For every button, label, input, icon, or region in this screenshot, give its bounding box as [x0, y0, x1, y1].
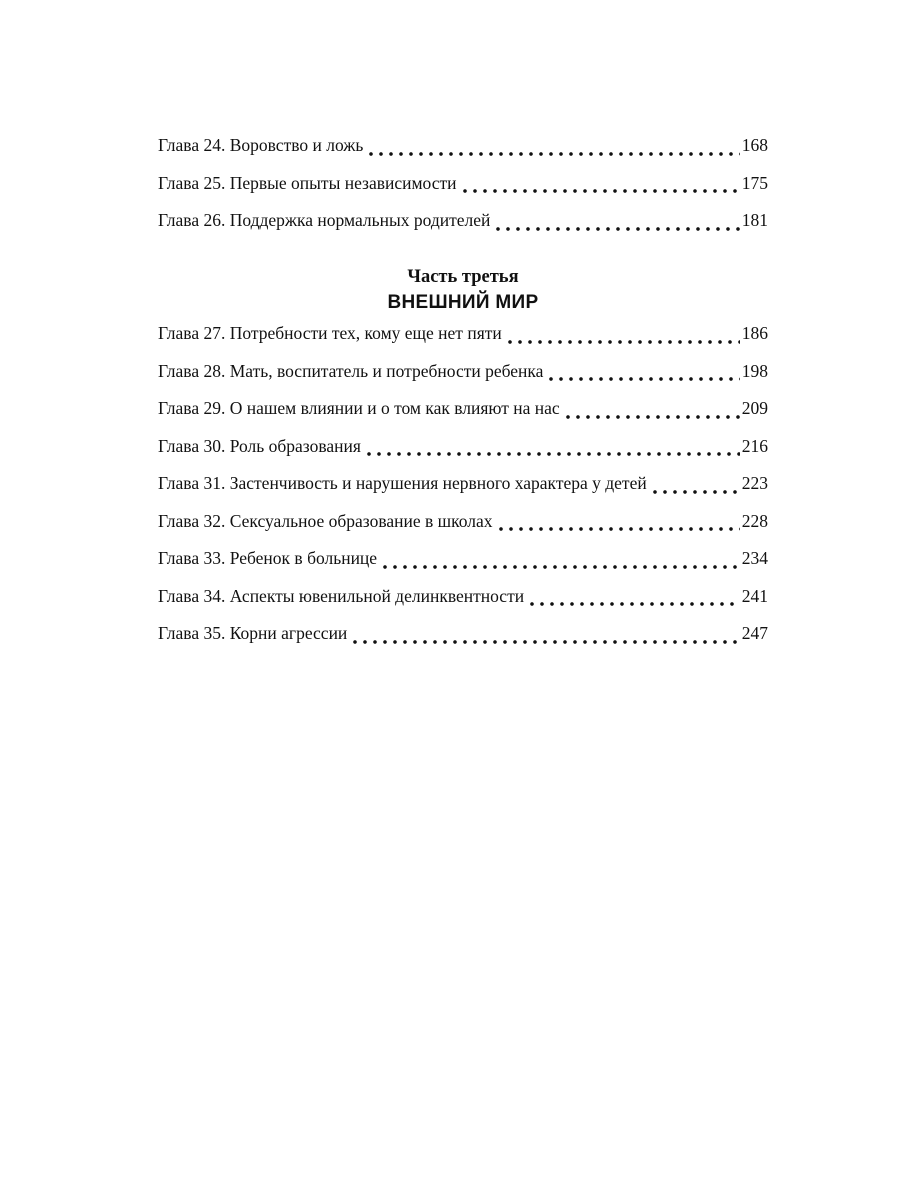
toc-entry: [158, 506, 768, 544]
chapter-title: Глава 28. Мать, воспитатель и потребности ребенка: [158, 360, 544, 381]
chapter-title: Глава 35. Корни агрессии: [158, 623, 348, 643]
toc-entry: [158, 130, 768, 168]
part-heading: [158, 264, 768, 316]
page-number: 198: [741, 360, 768, 381]
page-number: 186: [741, 323, 768, 343]
toc-entry: [158, 543, 768, 581]
dot-leader: [563, 415, 740, 419]
page-number: 181: [741, 210, 768, 230]
toc-entry: [158, 431, 768, 469]
dot-leader: [505, 340, 740, 344]
chapter-title: Глава 34. Аспекты ювенильной делинквентности: [158, 585, 525, 606]
page-number: 241: [741, 585, 768, 606]
toc-part2-continued: [158, 130, 768, 243]
chapter-title: Глава 33. Ребенок в больнице: [158, 548, 378, 568]
dot-leader: [496, 527, 740, 531]
toc-entry: [158, 318, 768, 356]
dot-leader: [380, 565, 740, 569]
toc-entry: [158, 356, 768, 394]
dot-leader: [350, 640, 739, 644]
page-number: 216: [741, 435, 768, 456]
chapter-title: Глава 29. О нашем влиянии и о том как влияют на нас: [158, 398, 560, 418]
toc-entry: [158, 393, 768, 431]
chapter-title: Глава 26. Поддержка нормальных родителей: [158, 210, 491, 230]
dot-leader: [493, 227, 739, 231]
chapter-title: Глава 30. Роль образования: [158, 435, 361, 456]
dot-leader: [546, 377, 739, 381]
dot-leader: [527, 602, 740, 606]
chapter-title: Глава 32. Сексуальное образование в школах: [158, 510, 493, 531]
toc-entry: [158, 168, 768, 206]
chapter-title: Глава 25. Первые опыты независимости: [158, 172, 457, 193]
toc-entry: [158, 581, 768, 619]
dot-leader: [364, 452, 740, 456]
dot-leader: [650, 490, 740, 494]
dot-leader: [460, 189, 740, 193]
page-number: 234: [741, 548, 768, 568]
part-label: Часть третья: [407, 267, 519, 287]
toc-part3: [158, 318, 768, 656]
page-number: 247: [741, 623, 768, 643]
toc-entry: [158, 468, 768, 506]
page-number: 209: [741, 398, 768, 418]
page-number: 223: [741, 473, 768, 493]
toc-entry: [158, 618, 768, 656]
page-number: 175: [741, 172, 768, 193]
chapter-title: Глава 24. Воровство и ложь: [158, 135, 364, 155]
part-title: ВНЕШНИЙ МИР: [387, 292, 539, 313]
chapter-title: Глава 27. Потребности тех, кому еще нет пяти: [158, 323, 502, 343]
chapter-title: Глава 31. Застенчивость и нарушения нервного характера у детей: [158, 473, 647, 493]
toc-entry: [158, 205, 768, 243]
page-number: 228: [741, 510, 768, 531]
dot-leader: [366, 152, 739, 156]
page-number: 168: [741, 135, 768, 155]
